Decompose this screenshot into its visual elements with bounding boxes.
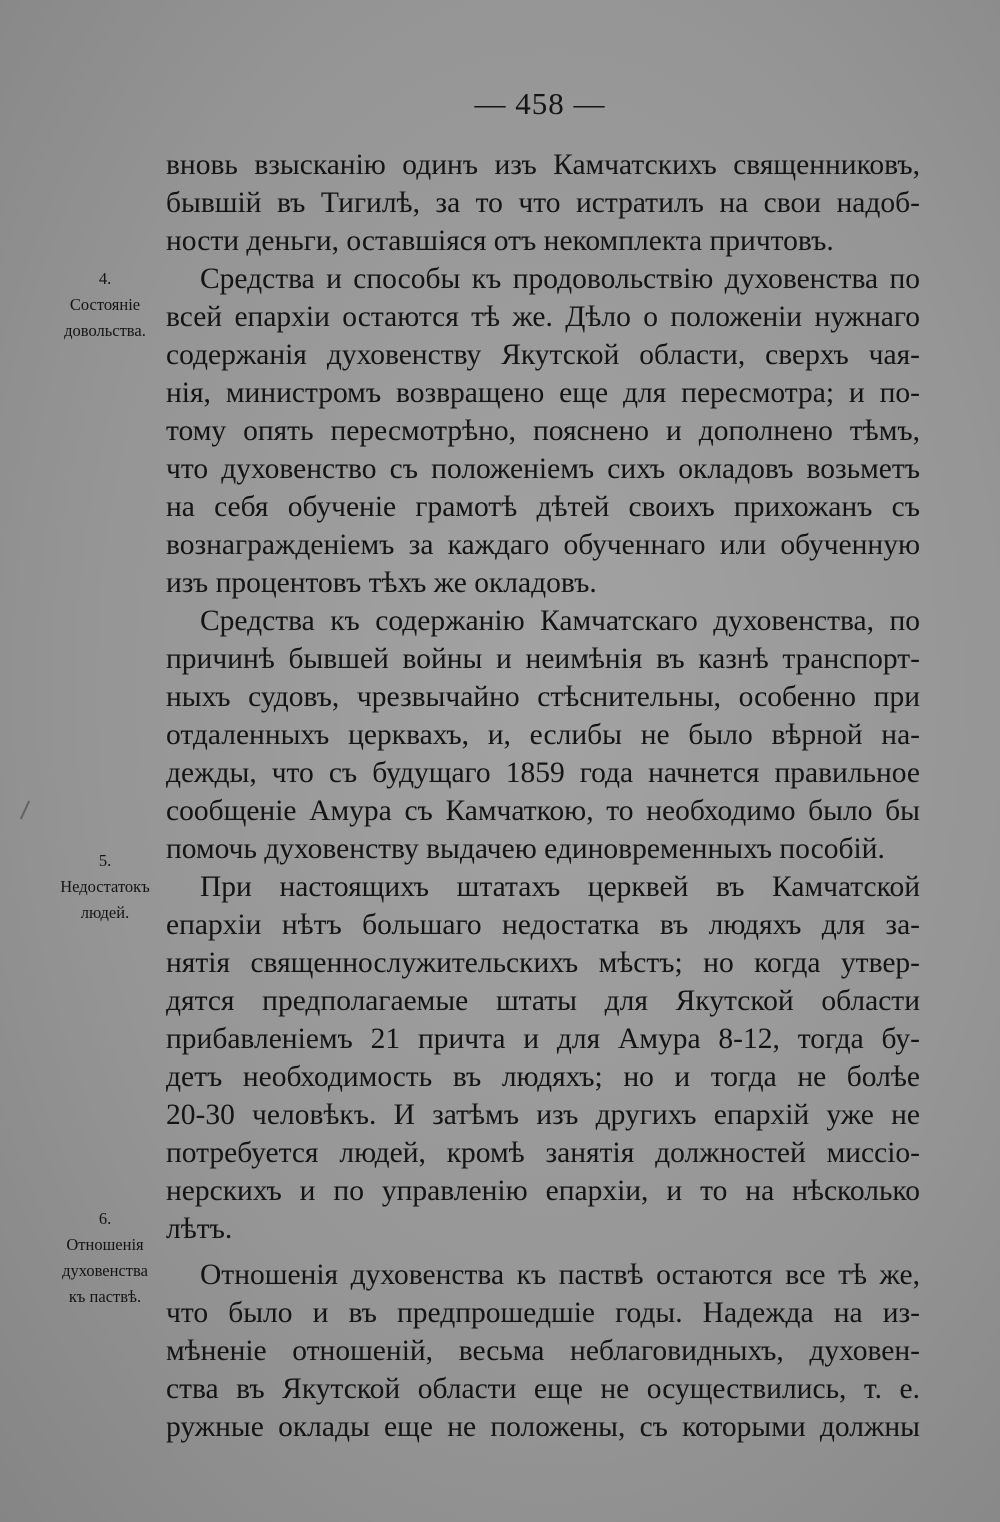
margin-note-text: духовенства [62, 1261, 148, 1280]
text-line: лѣтъ. [166, 1213, 233, 1245]
text-line: Средства къ содержанію Камчатскаго духовенства, по [200, 605, 920, 637]
text-line: Отношенія духовенства къ паствѣ остаются все тѣ же, [200, 1259, 920, 1291]
text-line: бывшій въ Тигилѣ, за то что истратилъ на свои надоб- [166, 187, 920, 219]
margin-note-text: довольства. [64, 321, 146, 340]
text-line: что духовенство съ положеніемъ сихъ окладовъ возьметъ [166, 453, 920, 485]
text-line: содержанія духовенству Якутской области, сверхъ чая- [166, 339, 920, 371]
text-line: нія, министромъ возвращено еще для пересмотра; и по- [166, 377, 920, 409]
text-line: мѣненіе отношеній, весьма неблаговидныхъ, духовен- [166, 1335, 920, 1367]
text-line: ства въ Якутской области еще не осуществились, т. е. [166, 1373, 920, 1405]
text-line: причинѣ бывшей войны и неимѣнія въ казнѣ транспорт- [166, 643, 920, 675]
text-line: потребуется людей, кромѣ занятія должностей миссіо- [166, 1137, 920, 1169]
scratch-mark [20, 801, 30, 820]
text-line: епархіи нѣтъ большаго недостатка въ людяхъ для за- [166, 909, 920, 941]
margin-note-number: 4. [98, 269, 112, 288]
text-line: сообщеніе Амура съ Камчаткою, то необходимо было бы [166, 795, 920, 827]
text-line: При настоящихъ штатахъ церквей въ Камчатской [200, 871, 920, 903]
margin-note-6 [46, 1206, 164, 1310]
text-line: ружные оклады еще не положены, съ которыми должны [166, 1411, 920, 1443]
text-line: дятся предполагаемые штаты для Якутской области [166, 985, 920, 1017]
margin-note-text: Отношенія [66, 1235, 144, 1254]
text-line: нерскихъ и по управленію епархіи, и то на нѣсколько [166, 1175, 920, 1207]
text-line: Средства и способы къ продовольствію духовенства по [200, 263, 920, 295]
text-line: всей епархіи остаются тѣ же. Дѣло о положеніи нужнаго [166, 301, 920, 333]
margin-note-number: 5. [98, 851, 112, 870]
text-line: вновь взысканію одинъ изъ Камчатскихъ священниковъ, [166, 149, 920, 181]
text-line: нятія священнослужительскихъ мѣстъ; но когда утвер- [166, 947, 920, 979]
text-line: тому опять пересмотрѣно, пояснено и дополнено тѣмъ, [166, 415, 920, 447]
margin-note-4 [46, 266, 164, 344]
text-line: детъ необходимость въ людяхъ; но и тогда не болѣе [166, 1061, 920, 1093]
text-line: вознагражденіемъ за каждаго обученнаго или обученную [166, 529, 920, 561]
text-line: ности деньги, оставшіяся отъ некомплекта причтовъ. [166, 225, 834, 257]
margin-note-number: 6. [98, 1209, 112, 1228]
text-line: помочь духовенству выдачею единовременныхъ пособій. [166, 833, 885, 865]
margin-note-text: къ паствѣ. [68, 1287, 142, 1306]
text-line: ныхъ судовъ, чрезвычайно стѣснительны, особенно при [166, 681, 920, 713]
text-line: что было и въ предпрошедшіе годы. Надежда на из- [166, 1297, 920, 1329]
text-line: на себя обученіе грамотѣ дѣтей своихъ прихожанъ съ [166, 491, 920, 523]
margin-note-text: людей. [80, 903, 130, 922]
margin-note-text: Состояніе [69, 295, 141, 314]
margin-note-5 [46, 848, 164, 926]
page-number: — 458 — [474, 86, 606, 121]
text-line: 20-30 человѣкъ. И затѣмъ изъ другихъ епархій уже не [166, 1099, 920, 1131]
text-line: отдаленныхъ церквахъ, и, еслибы не было вѣрной на- [166, 719, 920, 751]
text-line: прибавленіемъ 21 причта и для Амура 8-12, тогда бу- [166, 1023, 920, 1055]
margin-note-text: Недостатокъ [60, 877, 150, 896]
text-line: изъ процентовъ тѣхъ же окладовъ. [166, 567, 597, 599]
text-line: дежды, что съ будущаго 1859 года начнется правильное [166, 757, 920, 789]
